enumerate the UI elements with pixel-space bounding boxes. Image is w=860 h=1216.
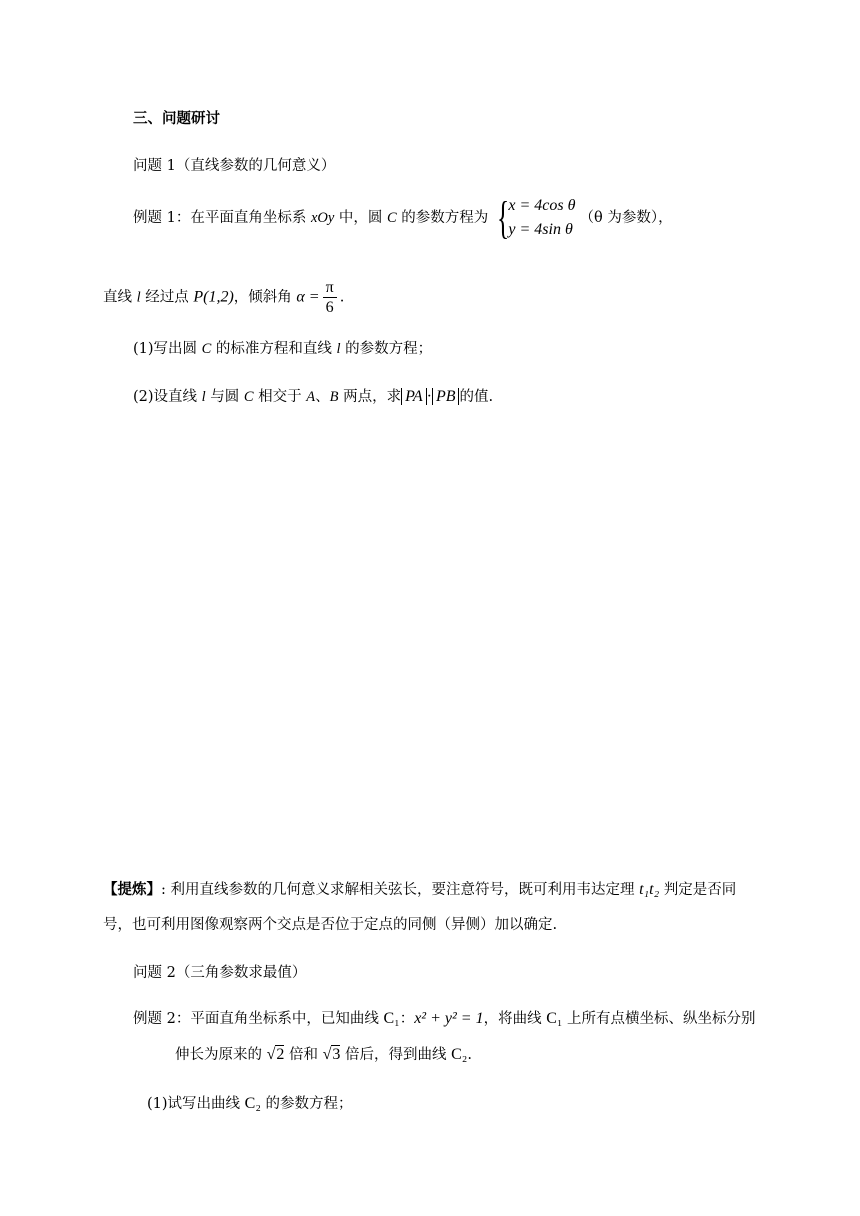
abs-pa: PA — [401, 388, 426, 405]
example1-line1 — [133, 194, 673, 242]
sqrt-two: 2 — [276, 1046, 285, 1063]
section-heading: 三、问题研讨 — [133, 111, 220, 127]
dot-operator: · — [426, 388, 432, 405]
q1-circle: C — [201, 341, 212, 357]
q2-text-b: 与圆 — [205, 389, 244, 405]
point-p: P(1,2) — [193, 288, 234, 306]
ex2-q1-text-a: (1)试写出曲线 — [147, 1096, 245, 1112]
frac-denominator: 6 — [325, 299, 334, 317]
tip-text1: : 利用直线参数的几何意义求解相关弦长，要注意符号，既可利用韦达定理 — [161, 882, 640, 898]
example2-line2: 伸长为原来的 √2 倍和 √3 倍后，得到曲线 C₂. — [175, 1046, 472, 1063]
pi-over-six — [323, 278, 337, 317]
example1-text-b: 中，圆 — [334, 210, 388, 226]
ex2-q1-text-b: 的参数方程； — [260, 1096, 353, 1112]
abs-pb: PB — [432, 388, 460, 405]
problem1-title: 问题 1（直线参数的几何意义） — [133, 158, 336, 174]
ex2-text-d: 伸长为原来的 — [175, 1047, 267, 1063]
example1-text-a: 在平面直角坐标系 — [190, 210, 311, 226]
line-var: l — [136, 289, 141, 306]
param-note: （θ 为参数）， — [579, 210, 673, 226]
ex2-period: . — [467, 1047, 472, 1063]
q1-text-b: 的标准方程和直线 — [211, 341, 337, 357]
q2-text-a: (2)设直线 — [133, 389, 202, 405]
ex2-text-e: 倍和 — [284, 1047, 323, 1063]
circle-name: C — [387, 210, 397, 226]
ex2-text-f: 倍后，得到曲线 — [340, 1047, 452, 1063]
line2-text-b: 经过点 — [140, 289, 194, 306]
example2-line1 — [133, 1009, 756, 1030]
parametric-system: { x = 4cos θ y = 4sin θ — [497, 192, 576, 243]
curve-c1-ref: C₁ — [546, 1010, 563, 1027]
frac-numerator: π — [323, 278, 337, 298]
example1-q2 — [133, 387, 493, 408]
example2-label: 例题 2： — [133, 1011, 191, 1027]
q2-circle: C — [243, 389, 254, 405]
line2-period: . — [339, 289, 345, 306]
sqrt-three: 3 — [332, 1046, 341, 1063]
q2-line: l — [201, 389, 206, 405]
q1-line: l — [336, 341, 341, 357]
q2-text-d: 两点，求 — [338, 389, 402, 405]
problem2-title: 问题 2（三角参数求最值） — [133, 965, 307, 981]
tip-line1 — [103, 880, 736, 901]
curve-equation: x² + y² = 1 — [414, 1010, 484, 1027]
line2-text-c: ，倾斜角 — [233, 289, 297, 306]
param-eq-y: y = 4sin θ — [508, 221, 573, 238]
example1-q1 — [133, 340, 432, 359]
curve-c2: C₂ — [451, 1046, 468, 1063]
curve-c1: C₁ — [383, 1010, 400, 1027]
q2-text-c: 相交于 — [253, 389, 307, 405]
example1-line2 — [103, 278, 344, 317]
ex2-text-a: 平面直角坐标系中，已知曲线 — [190, 1011, 384, 1027]
point-b: B — [329, 389, 339, 405]
ex2-q1-c2: C₂ — [244, 1095, 261, 1112]
q1-text-a: (1)写出圆 — [133, 341, 202, 357]
t1t2: t₁t₂ — [639, 881, 660, 898]
line2-text-a: 直线 — [103, 289, 137, 306]
q2-text-e: 的值. — [459, 389, 494, 405]
ex2-text-c: 上所有点横坐标、纵坐标分别 — [562, 1011, 756, 1027]
example1-text-c: 的参数方程为 — [396, 210, 489, 226]
q2-sep: 、 — [315, 389, 330, 405]
tip-text2: 判定是否同 — [659, 882, 737, 898]
q1-text-c: 的参数方程； — [340, 341, 433, 357]
example1-label: 例题 1： — [133, 210, 191, 226]
ex2-text-b: ，将曲线 — [483, 1011, 547, 1027]
tip-label: 【提炼】 — [103, 882, 161, 898]
example2-q1 — [147, 1094, 353, 1115]
alpha-eq: α = — [296, 288, 320, 306]
coord-system: xOy — [310, 210, 335, 226]
tip-line2: 号，也可利用图像观察两个交点是否位于定点的同侧（异侧）加以确定. — [103, 917, 558, 933]
ex2-colon: ： — [399, 1011, 415, 1027]
param-eq-x: x = 4cos θ — [508, 197, 576, 214]
point-a: A — [306, 389, 316, 405]
